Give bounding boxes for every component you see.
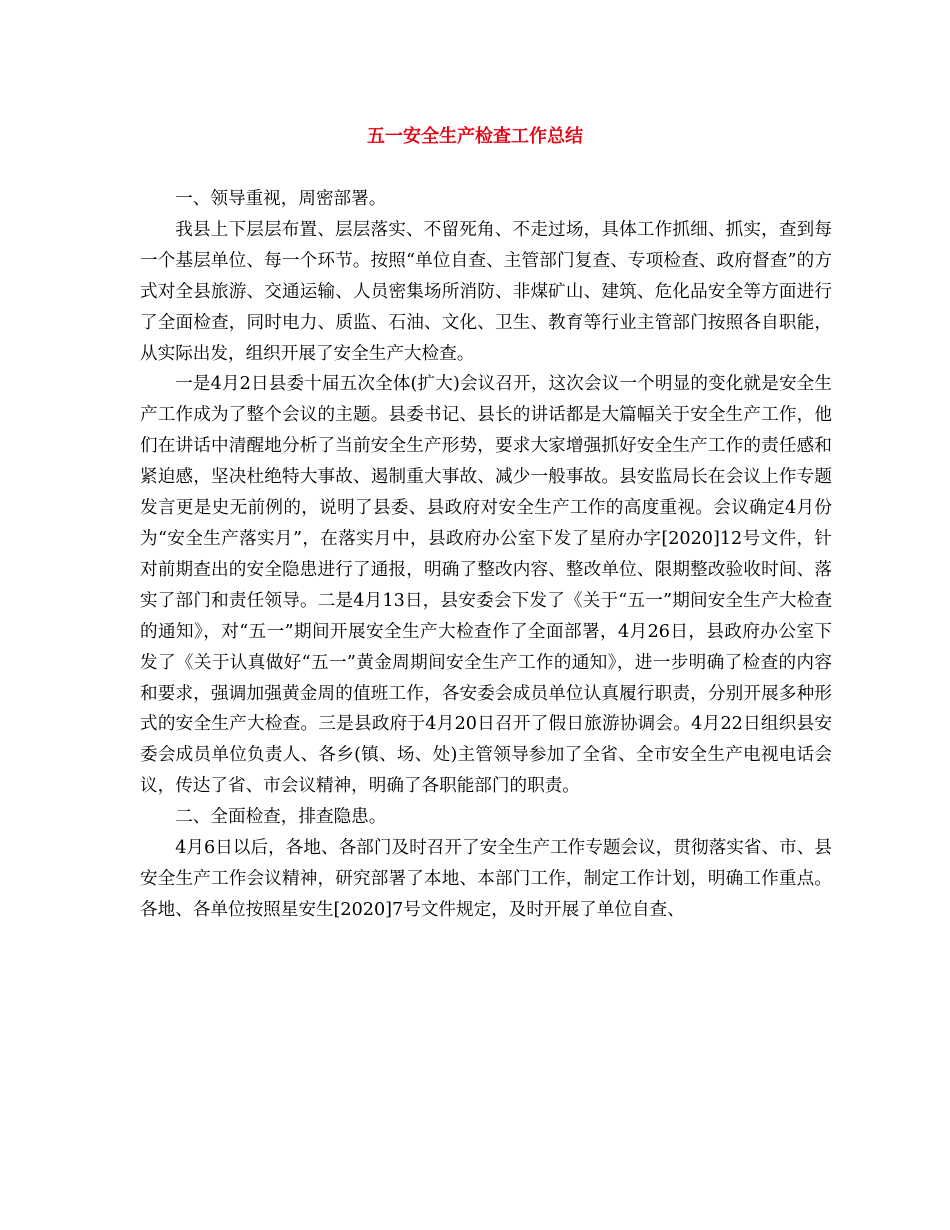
section-heading-2: 二、全面检查，排查隐患。 xyxy=(175,807,387,828)
paragraph-3: 4月6日以后，各地、各部门及时召开了安全生产工作专题会议，贯彻落实省、市、县安全生产工作会议精神，研究部署了本地、本部门工作，制定工作计划，明确工作重点。各地、各单位按照星安生[2020]7号文件规定，及时开展了单位自查、 xyxy=(140,838,832,920)
document-body xyxy=(140,184,832,926)
section-heading-1: 一、领导重视，周密部署。 xyxy=(175,189,387,209)
paragraph-2: 一是4月2日县委十届五次全体(扩大)会议召开，这次会议一个明显的变化就是安全生产工作成为了整个会议的主题。县委书记、县长的讲话都是大篇幅关于安全生产工作，他们在讲话中清醒地分析了当前安全生产形势，要求大家增强抓好安全生产工作的责任感和紧迫感，坚决杜绝特大事故、遏制重大事故、减少一般事故。县安监局长在会议上作专题发言更是史无前例的，说明了县委、县政府对安全生产工作的高度重视。会议确定4月份为“安全生产落实月”，在落实月中，县政府办公室下发了星府办字[2020]12号文件，针对前期查出的安全隐患进行了通报，明确了整改内容、整改单位、限期整改验收时间、落实了部门和责任领导。二是4月13日，县安委会下发了《关于“五一”期间安全生产大检查的通知》，对“五一”期间开展安全生产大检查作了全面部署，4月26日，县政府办公室下发了《关于认真做好“五一”黄金周期间安全生产工作的通知》，进一步明确了检查的内容和要求，强调加强黄金周的值班工作，各安委会成员单位认真履行职责，分别开展多种形式的安全生产大检查。三是县政府于4月20日召开了假日旅游协调会。4月22日组织县安委会成员单位负责人、各乡(镇、场、处)主管领导参加了全省、全市安全生产电视电话会议，传达了省、市会议精神，明确了各职能部门的职责。 xyxy=(140,374,832,797)
document-title: 五一安全生产检查工作总结 xyxy=(367,126,583,147)
paragraph-1: 我县上下层层布置、层层落实、不留死角、不走过场，具体工作抓细、抓实，查到每一个基层单位、每一个环节。按照“单位自查、主管部门复查、专项检查、政府督查”的方式对全县旅游、交通运输、人员密集场所消防、非煤矿山、建筑、危化品安全等方面进行了全面检查，同时电力、质监、石油、文化、卫生、教育等行业主管部门按照各自职能，从实际出发，组织开展了安全生产大检查。 xyxy=(140,219,832,364)
